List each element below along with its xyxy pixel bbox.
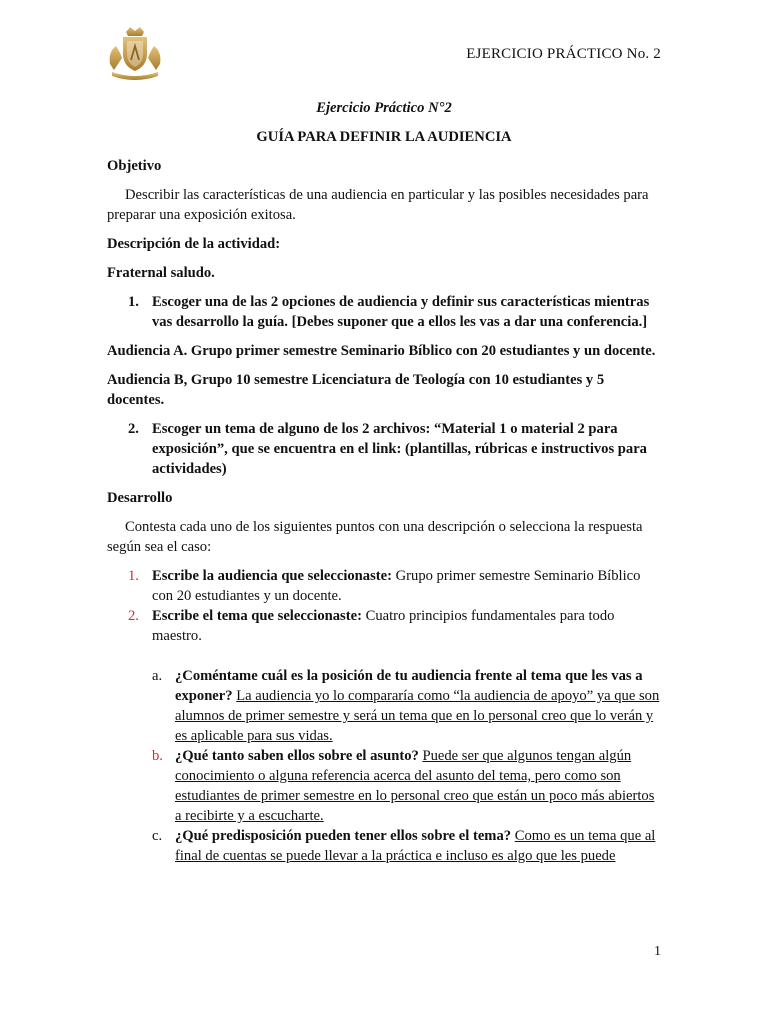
audience-a-text: Audiencia A. Grupo primer semestre Seminario Bíblico con 20 estudiantes y un docente. xyxy=(107,343,656,359)
sub-questions-list xyxy=(107,666,661,866)
objective-text: Describir las características de una audiencia en particular y las posibles necesidades para preparar una exposición exitosa. xyxy=(107,187,649,223)
objective-heading: Objetivo xyxy=(107,158,162,174)
development-text: Contesta cada uno de los siguientes puntos con una descripción o selecciona la respuesta según sea el caso: xyxy=(107,519,643,555)
sub-question-text: ¿Qué tanto saben ellos sobre el asunto? xyxy=(175,748,419,764)
document-title: GUÍA PARA DEFINIR LA AUDIENCIA xyxy=(256,129,512,145)
sub-question-letter: c. xyxy=(152,828,163,844)
answer-item xyxy=(107,606,661,646)
audience-b-text: Audiencia B, Grupo 10 semestre Licenciatura de Teología con 10 estudiantes y 5 docentes. xyxy=(107,372,605,408)
sub-question-letter: a. xyxy=(152,668,163,684)
sub-question-answer: La audiencia yo lo compararía como “la audiencia de apoyo” ya que son alumnos de primer semestre y será un tema que en lo personal creo que lo verán y es aplicable para sus vidas. xyxy=(175,688,660,744)
step-number: 2. xyxy=(128,421,139,437)
activity-step-2 xyxy=(107,419,661,479)
greeting-text: Fraternal saludo. xyxy=(107,265,215,281)
activity-step-1 xyxy=(107,292,661,332)
answer-number: 1. xyxy=(128,568,139,584)
answer-number: 2. xyxy=(128,608,139,624)
page-number: 1 xyxy=(654,944,661,959)
answers-list xyxy=(107,566,661,646)
sub-question-item xyxy=(107,746,661,826)
activity-heading: Descripción de la actividad: xyxy=(107,236,281,252)
step-text: Escoger un tema de alguno de los 2 archivos: “Material 1 o material 2 para exposición”, que se encuentra en el link: (plantillas, rúbricas e instructivos para actividades) xyxy=(152,421,647,477)
development-heading: Desarrollo xyxy=(107,490,173,506)
document-subtitle: Ejercicio Práctico N°2 xyxy=(316,100,452,116)
sub-question-answer: Puede ser que algunos tengan algún conocimiento o alguna referencia acerca del asunto del tema, pero como son estudiantes de primer semestre en lo personal creo que están un poco más abiertos a recibirte y a escucharte. xyxy=(175,748,655,824)
sub-question-item xyxy=(107,826,661,866)
answer-text: Cuatro principios fundamentales para todo maestro. xyxy=(152,608,615,644)
step-number: 1. xyxy=(128,294,139,310)
crest-logo-icon xyxy=(104,24,166,82)
answer-question: Escribe la audiencia que seleccionaste: xyxy=(152,568,392,584)
sub-question-answer: Como es un tema que al final de cuentas se puede llevar a la práctica e incluso es algo que les puede xyxy=(175,828,656,864)
answer-question: Escribe el tema que seleccionaste: xyxy=(152,608,362,624)
sub-question-item xyxy=(107,666,661,746)
sub-question-text: ¿Qué predisposición pueden tener ellos sobre el tema? xyxy=(175,828,512,844)
answer-item xyxy=(107,566,661,606)
step-text: Escoger una de las 2 opciones de audiencia y definir sus características mientras vas desarrollo la guía. [Debes suponer que a ellos les vas a dar una conferencia.] xyxy=(152,294,650,330)
header-title: EJERCICIO PRÁCTICO No. 2 xyxy=(466,46,661,62)
document-body xyxy=(107,98,661,866)
answer-text: Grupo primer semestre Seminario Bíblico con 20 estudiantes y un docente. xyxy=(152,568,641,604)
sub-question-text: ¿Coméntame cuál es la posición de tu audiencia frente al tema que les vas a exponer? xyxy=(175,668,643,704)
sub-question-letter: b. xyxy=(152,748,163,764)
